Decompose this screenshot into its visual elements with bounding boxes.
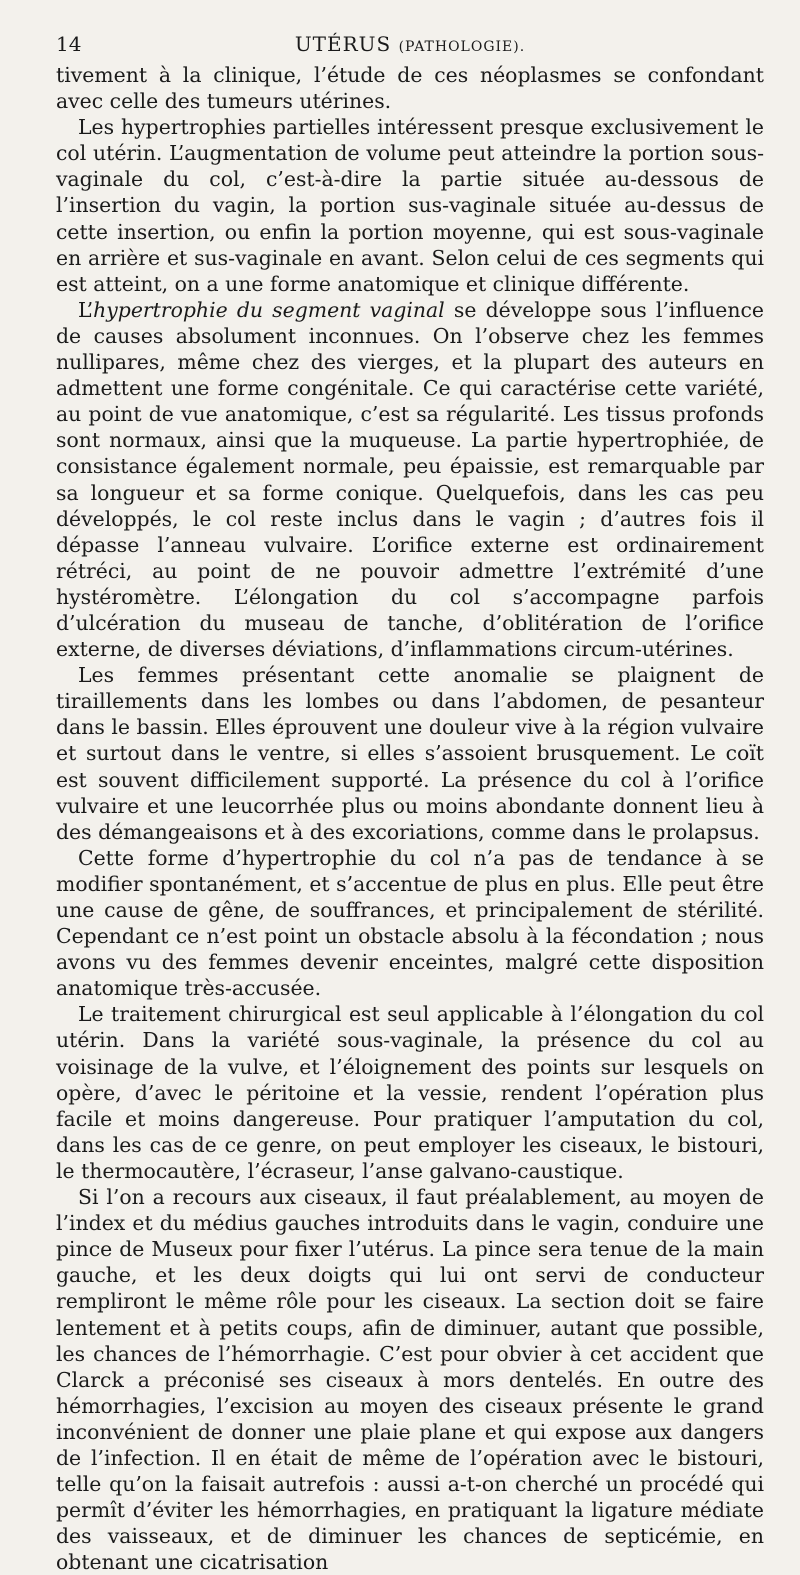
paragraph: Le traitement chirurgical est seul applicable à l’élongation du col utérin. Dans la variété sous-vaginale, la présence du col au voisinage de la vulve, et l’éloignement des points sur lesquels on opère, d’avec le péritoine et la vessie, rendent l’opération plus facile et moins dangereuse. Pour pratiquer l’amputation du col, dans les cas de ce genre, on peut employer les ciseaux, le bistouri, le thermocautère, l’écraseur, l’anse galvano-caustique. (56, 1002, 764, 1183)
paragraph: Cette forme d’hypertrophie du col n’a pas de tendance à se modifier spontanément, et s’accentue de plus en plus. Elle peut être une cause de gêne, de souffrances, et principalement de stérilité. Cependant ce n’est point un obstacle absolu à la fécondation ; nous avons vu des femmes devenir enceintes, malgré cette disposition anatomique très-accusée. (56, 845, 764, 1001)
running-head-subtitle: (PATHOLOGIE). (398, 39, 526, 55)
paragraph-prefix: L’ (78, 297, 94, 322)
body-text (56, 62, 764, 1575)
running-head (56, 32, 764, 56)
paragraph-text: se développe sous l’influence de causes absolument inconnues. On l’observe chez les femmes nullipares, même chez des vierges, et la plupart des auteurs en admettent une forme congénitale. Ce qui caractérise cette variété, au point de vue anatomique, c’est sa régularité. Les tissus profonds sont normaux, ainsi que la muqueuse. La partie hypertrophiée, de consistance également normale, peu épaissie, est remarquable par sa longueur et sa forme conique. Quelquefois, dans les cas peu développés, le col reste inclus dans le vagin ; d’autres fois il dépasse l’anneau vulvaire. L’orifice externe est ordinairement rétréci, au point de ne pouvoir admettre l’extrémité d’une hystéromètre. L’élongation du col s’accompagne parfois d’ulcération du museau de tanche, d’oblitération de l’orifice externe, de diverses déviations, d’inflammations circum-utérines. (56, 297, 764, 662)
page-number: 14 (56, 32, 82, 56)
page-header (56, 28, 764, 62)
paragraph-italic-term: hypertrophie du segment vaginal (93, 297, 445, 322)
paragraph: Les hypertrophies partielles intéressent presque exclusivement le col utérin. L’augmentation de volume peut atteindre la portion sous-vaginale du col, c’est-à-dire la partie située au-dessous de l’insertion du vagin, la portion sus-vaginale située au-dessus de cette insertion, ou enfin la portion moyenne, qui est sous-vaginale en arrière et sus-vaginale en avant. Selon celui de ces segments qui est atteint, on a une forme anatomique et clinique différente. (56, 115, 764, 296)
paragraph (56, 297, 764, 662)
running-head-title: UTÉRUS (294, 32, 392, 56)
paragraph-continuation: tivement à la clinique, l’étude de ces néoplasmes se confondant avec celle des tumeurs utérines. (56, 63, 764, 114)
paragraph: Les femmes présentant cette anomalie se plaignent de tiraillements dans les lombes ou dans l’abdomen, de pesanteur dans le bassin. Elles éprouvent une douleur vive à la région vulvaire et surtout dans le ventre, si elles s’assoient brusquement. Le coït est souvent difficilement supporté. La présence du col à l’orifice vulvaire et une leucorrhée plus ou moins abondante donnent lieu à des démangeaisons et à des excoriations, comme dans le prolapsus. (56, 663, 764, 844)
paragraph: Si l’on a recours aux ciseaux, il faut préalablement, au moyen de l’index et du médius gauches introduits dans le vagin, conduire une pince de Museux pour fixer l’utérus. La pince sera tenue de la main gauche, et les deux doigts qui lui ont servi de conducteur rempliront le même rôle pour les ciseaux. La section doit se faire lentement et à petits coups, afin de diminuer, autant que possible, les chances de l’hémorrhagie. C’est pour obvier à cet accident que Clarck a préconisé ses ciseaux à mors dentelés. En outre des hémorrhagies, l’excision au moyen des ciseaux présente le grand inconvénient de donner une plaie plane et qui expose aux dangers de l’infection. Il en était de même de l’opération avec le bistouri, telle qu’on la faisait autrefois : aussi a-t-on cherché un procédé qui permît d’éviter les hémorrhagies, en pratiquant la ligature médiate des vaisseaux, et de diminuer les chances de septicémie, en obtenant une cicatrisation (56, 1185, 764, 1575)
